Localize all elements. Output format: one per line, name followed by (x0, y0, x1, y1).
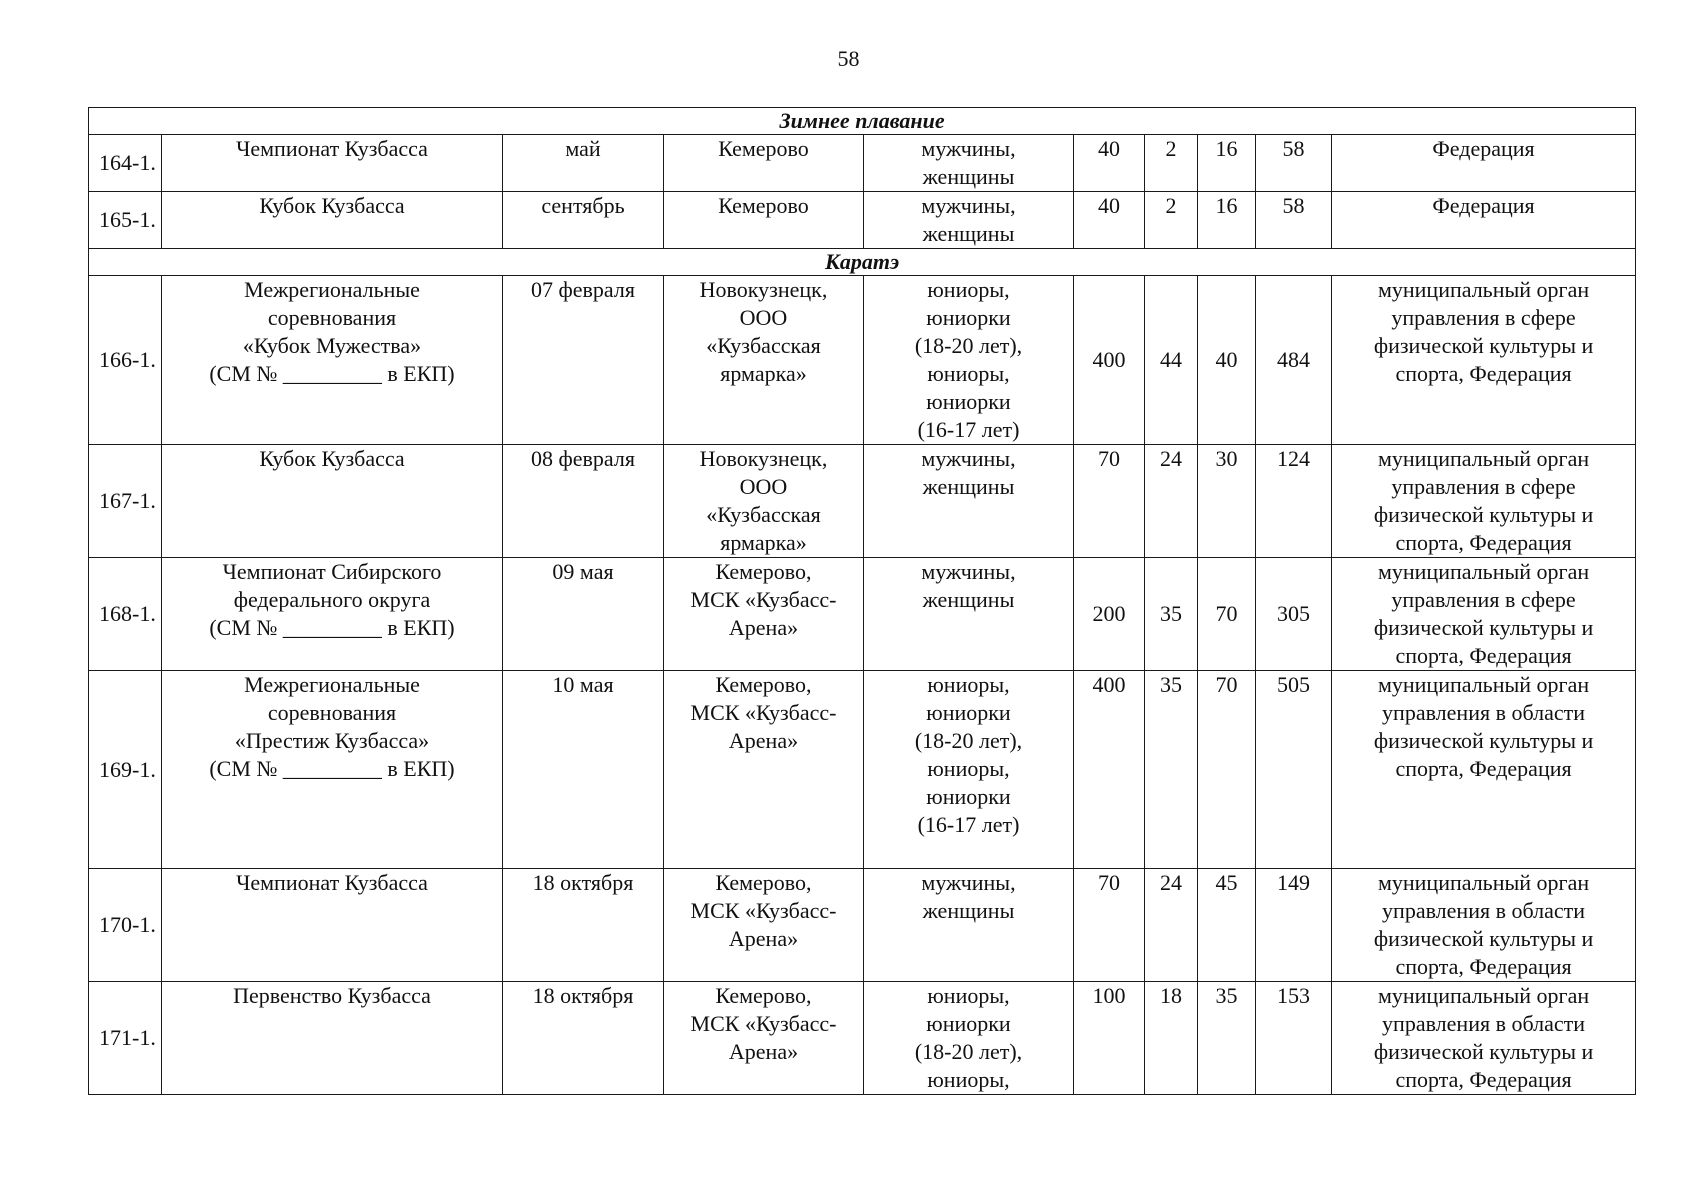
event-place: Новокузнецк, ООО «Кузбасская ярмарка» (664, 276, 864, 445)
count-3: 30 (1198, 445, 1256, 558)
count-3: 70 (1198, 558, 1256, 671)
row-number: 171-1. (89, 982, 162, 1095)
count-total: 305 (1256, 558, 1332, 671)
event-participants: мужчины, женщины (864, 445, 1074, 558)
count-1: 70 (1074, 869, 1145, 982)
count-3: 16 (1198, 192, 1256, 249)
row-number: 167-1. (89, 445, 162, 558)
row-number: 164-1. (89, 135, 162, 192)
count-1: 200 (1074, 558, 1145, 671)
table-row (89, 135, 1636, 192)
table-row (89, 558, 1636, 671)
event-date: 09 мая (503, 558, 664, 671)
count-total: 484 (1256, 276, 1332, 445)
count-total: 124 (1256, 445, 1332, 558)
count-1: 400 (1074, 276, 1145, 445)
count-3: 70 (1198, 671, 1256, 869)
count-3: 35 (1198, 982, 1256, 1095)
count-1: 40 (1074, 135, 1145, 192)
event-name: Чемпионат Сибирского федерального округа (СМ № _________ в ЕКП) (162, 558, 503, 671)
row-number: 169-1. (89, 671, 162, 869)
count-3: 45 (1198, 869, 1256, 982)
row-number: 165-1. (89, 192, 162, 249)
table-row (89, 671, 1636, 869)
event-date: 10 мая (503, 671, 664, 869)
event-name: Межрегиональные соревнования «Кубок Мужества» (СМ № _________ в ЕКП) (162, 276, 503, 445)
section-header-karate (89, 249, 1636, 276)
event-date: 18 октября (503, 869, 664, 982)
count-1: 40 (1074, 192, 1145, 249)
event-name: Первенство Кузбасса (162, 982, 503, 1095)
event-name: Чемпионат Кузбасса (162, 869, 503, 982)
count-2: 44 (1145, 276, 1198, 445)
event-date: май (503, 135, 664, 192)
event-place: Кемерово (664, 135, 864, 192)
row-number: 170-1. (89, 869, 162, 982)
event-name: Кубок Кузбасса (162, 445, 503, 558)
count-3: 40 (1198, 276, 1256, 445)
event-participants: мужчины, женщины (864, 869, 1074, 982)
event-place: Кемерово, МСК «Кузбасс- Арена» (664, 982, 864, 1095)
event-organizer: муниципальный орган управления в сфере физической культуры и спорта, Федерация (1332, 445, 1636, 558)
section-header-winter-swimming (89, 108, 1636, 135)
count-2: 2 (1145, 135, 1198, 192)
event-organizer: муниципальный орган управления в сфере физической культуры и спорта, Федерация (1332, 558, 1636, 671)
event-place: Кемерово (664, 192, 864, 249)
count-2: 24 (1145, 445, 1198, 558)
event-date: сентябрь (503, 192, 664, 249)
row-number: 168-1. (89, 558, 162, 671)
section-title: Каратэ (89, 249, 1636, 276)
count-2: 24 (1145, 869, 1198, 982)
event-participants: мужчины, женщины (864, 135, 1074, 192)
event-place: Кемерово, МСК «Кузбасс- Арена» (664, 869, 864, 982)
event-name: Межрегиональные соревнования «Престиж Кузбасса» (СМ № _________ в ЕКП) (162, 671, 503, 869)
count-total: 505 (1256, 671, 1332, 869)
count-1: 70 (1074, 445, 1145, 558)
count-2: 35 (1145, 558, 1198, 671)
count-2: 18 (1145, 982, 1198, 1095)
row-number: 166-1. (89, 276, 162, 445)
event-organizer: Федерация (1332, 192, 1636, 249)
event-organizer: муниципальный орган управления в области физической культуры и спорта, Федерация (1332, 671, 1636, 869)
events-table (88, 107, 1636, 1095)
table-row (89, 192, 1636, 249)
count-2: 2 (1145, 192, 1198, 249)
event-participants: юниоры, юниорки (18-20 лет), юниоры, юниорки (16-17 лет) (864, 671, 1074, 869)
event-organizer: муниципальный орган управления в области физической культуры и спорта, Федерация (1332, 982, 1636, 1095)
count-total: 149 (1256, 869, 1332, 982)
count-total: 58 (1256, 135, 1332, 192)
event-participants: мужчины, женщины (864, 558, 1074, 671)
table-row (89, 445, 1636, 558)
event-organizer: муниципальный орган управления в области физической культуры и спорта, Федерация (1332, 869, 1636, 982)
count-total: 58 (1256, 192, 1332, 249)
event-date: 08 февраля (503, 445, 664, 558)
table-row (89, 276, 1636, 445)
count-total: 153 (1256, 982, 1332, 1095)
count-2: 35 (1145, 671, 1198, 869)
event-place: Новокузнецк, ООО «Кузбасская ярмарка» (664, 445, 864, 558)
table-row (89, 869, 1636, 982)
event-organizer: Федерация (1332, 135, 1636, 192)
event-participants: юниоры, юниорки (18-20 лет), юниоры, юниорки (16-17 лет) (864, 276, 1074, 445)
count-1: 100 (1074, 982, 1145, 1095)
event-name: Кубок Кузбасса (162, 192, 503, 249)
event-place: Кемерово, МСК «Кузбасс- Арена» (664, 558, 864, 671)
page-number: 58 (837, 46, 860, 71)
event-date: 07 февраля (503, 276, 664, 445)
event-place: Кемерово, МСК «Кузбасс- Арена» (664, 671, 864, 869)
event-date: 18 октября (503, 982, 664, 1095)
section-title: Зимнее плавание (89, 108, 1636, 135)
event-participants: юниоры, юниорки (18-20 лет), юниоры, (864, 982, 1074, 1095)
count-1: 400 (1074, 671, 1145, 869)
event-name: Чемпионат Кузбасса (162, 135, 503, 192)
table-row (89, 982, 1636, 1095)
event-organizer: муниципальный орган управления в сфере физической культуры и спорта, Федерация (1332, 276, 1636, 445)
count-3: 16 (1198, 135, 1256, 192)
event-participants: мужчины, женщины (864, 192, 1074, 249)
